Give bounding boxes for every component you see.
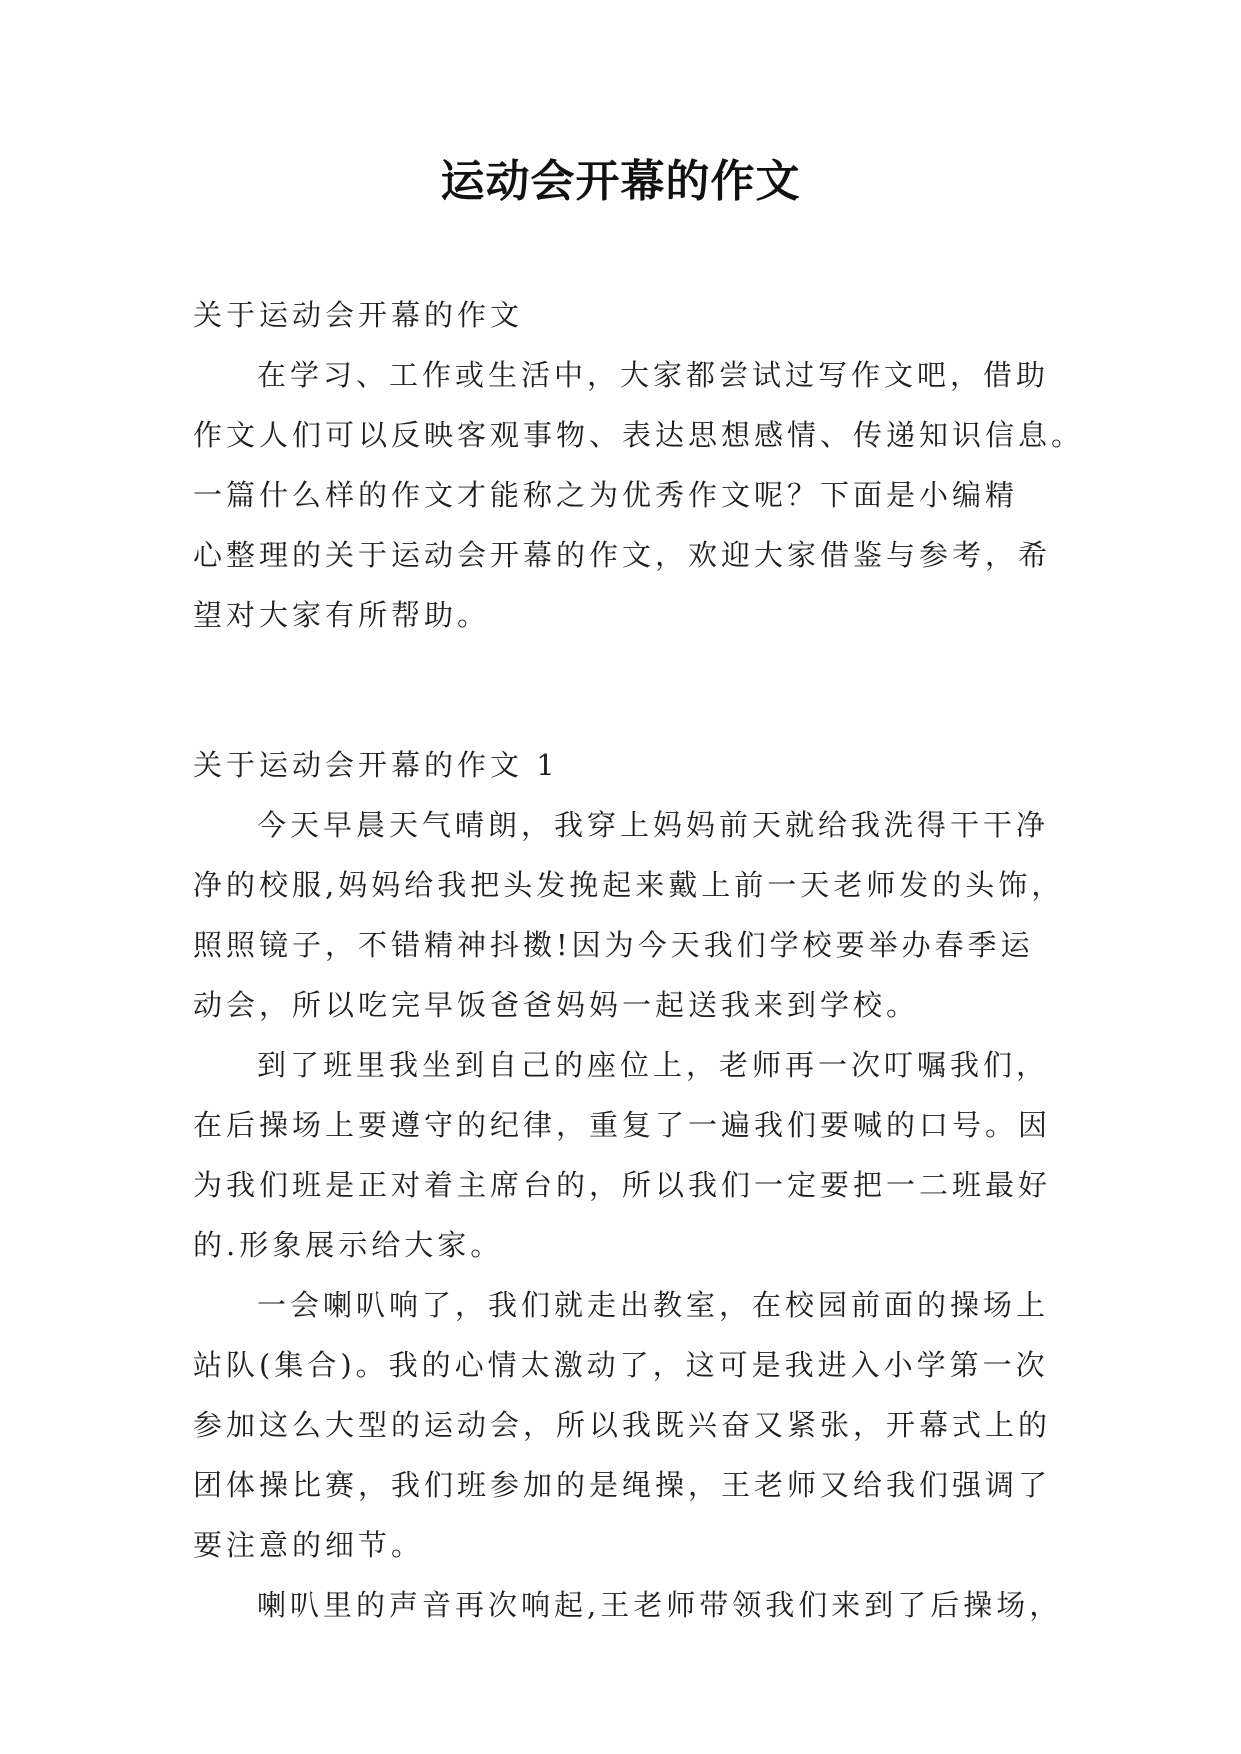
document-title: 运动会开幕的作文 [440,156,801,207]
text-line: 照照镜子，不错精神抖擞!因为今天我们学校要举办春季运 [193,928,1034,962]
text-line: 团体操比赛，我们班参加的是绳操，王老师又给我们强调了 [193,1468,1052,1502]
text-line: 望对大家有所帮助。 [193,598,491,632]
text-line: 为我们班是正对着主席台的，所以我们一定要把一二班最好 [193,1168,1052,1202]
text-line: 要注意的细节。 [193,1528,425,1562]
text-line: 的.形象展示给大家。 [193,1228,504,1262]
section-spacer [193,645,1053,735]
text-line: 喇叭里的声音再次响起,王老师带领我们来到了后操场， [257,1588,1063,1622]
text-line: 在后操场上要遵守的纪律，重复了一遍我们要喊的口号。因 [193,1108,1052,1142]
text-line: 净的校服,妈妈给我把头发挽起来戴上前一天老师发的头饰， [193,868,1065,902]
text-line: 今天早晨天气晴朗，我穿上妈妈前天就给我洗得干干净 [257,808,1050,842]
section-heading: 关于运动会开幕的作文 [193,298,524,332]
document-body [193,285,1085,1635]
text-line: 一篇什么样的作文才能称之为优秀作文呢？下面是小编精 [193,478,1019,512]
text-line: 参加这么大型的运动会，所以我既兴奋又紧张，开幕式上的 [193,1408,1052,1442]
text-line: 动会，所以吃完早饭爸爸妈妈一起送我来到学校。 [193,988,920,1022]
text-line: 心整理的关于运动会开幕的作文，欢迎大家借鉴与参考，希 [193,538,1052,572]
text-line: 在学习、工作或生活中，大家都尝试过写作文吧，借助 [257,358,1050,392]
text-line: 站队(集合)。我的心情太激动了，这可是我进入小学第一次 [193,1348,1049,1382]
text-line: 一会喇叭响了，我们就走出教室，在校园前面的操场上 [257,1288,1050,1322]
section-heading: 关于运动会开幕的作文 1 [193,748,559,782]
text-line: 到了班里我坐到自己的座位上，老师再一次叮嘱我们， [257,1048,1050,1082]
text-line: 作文人们可以反映客观事物、表达思想感情、传递知识信息。 [193,418,1085,452]
